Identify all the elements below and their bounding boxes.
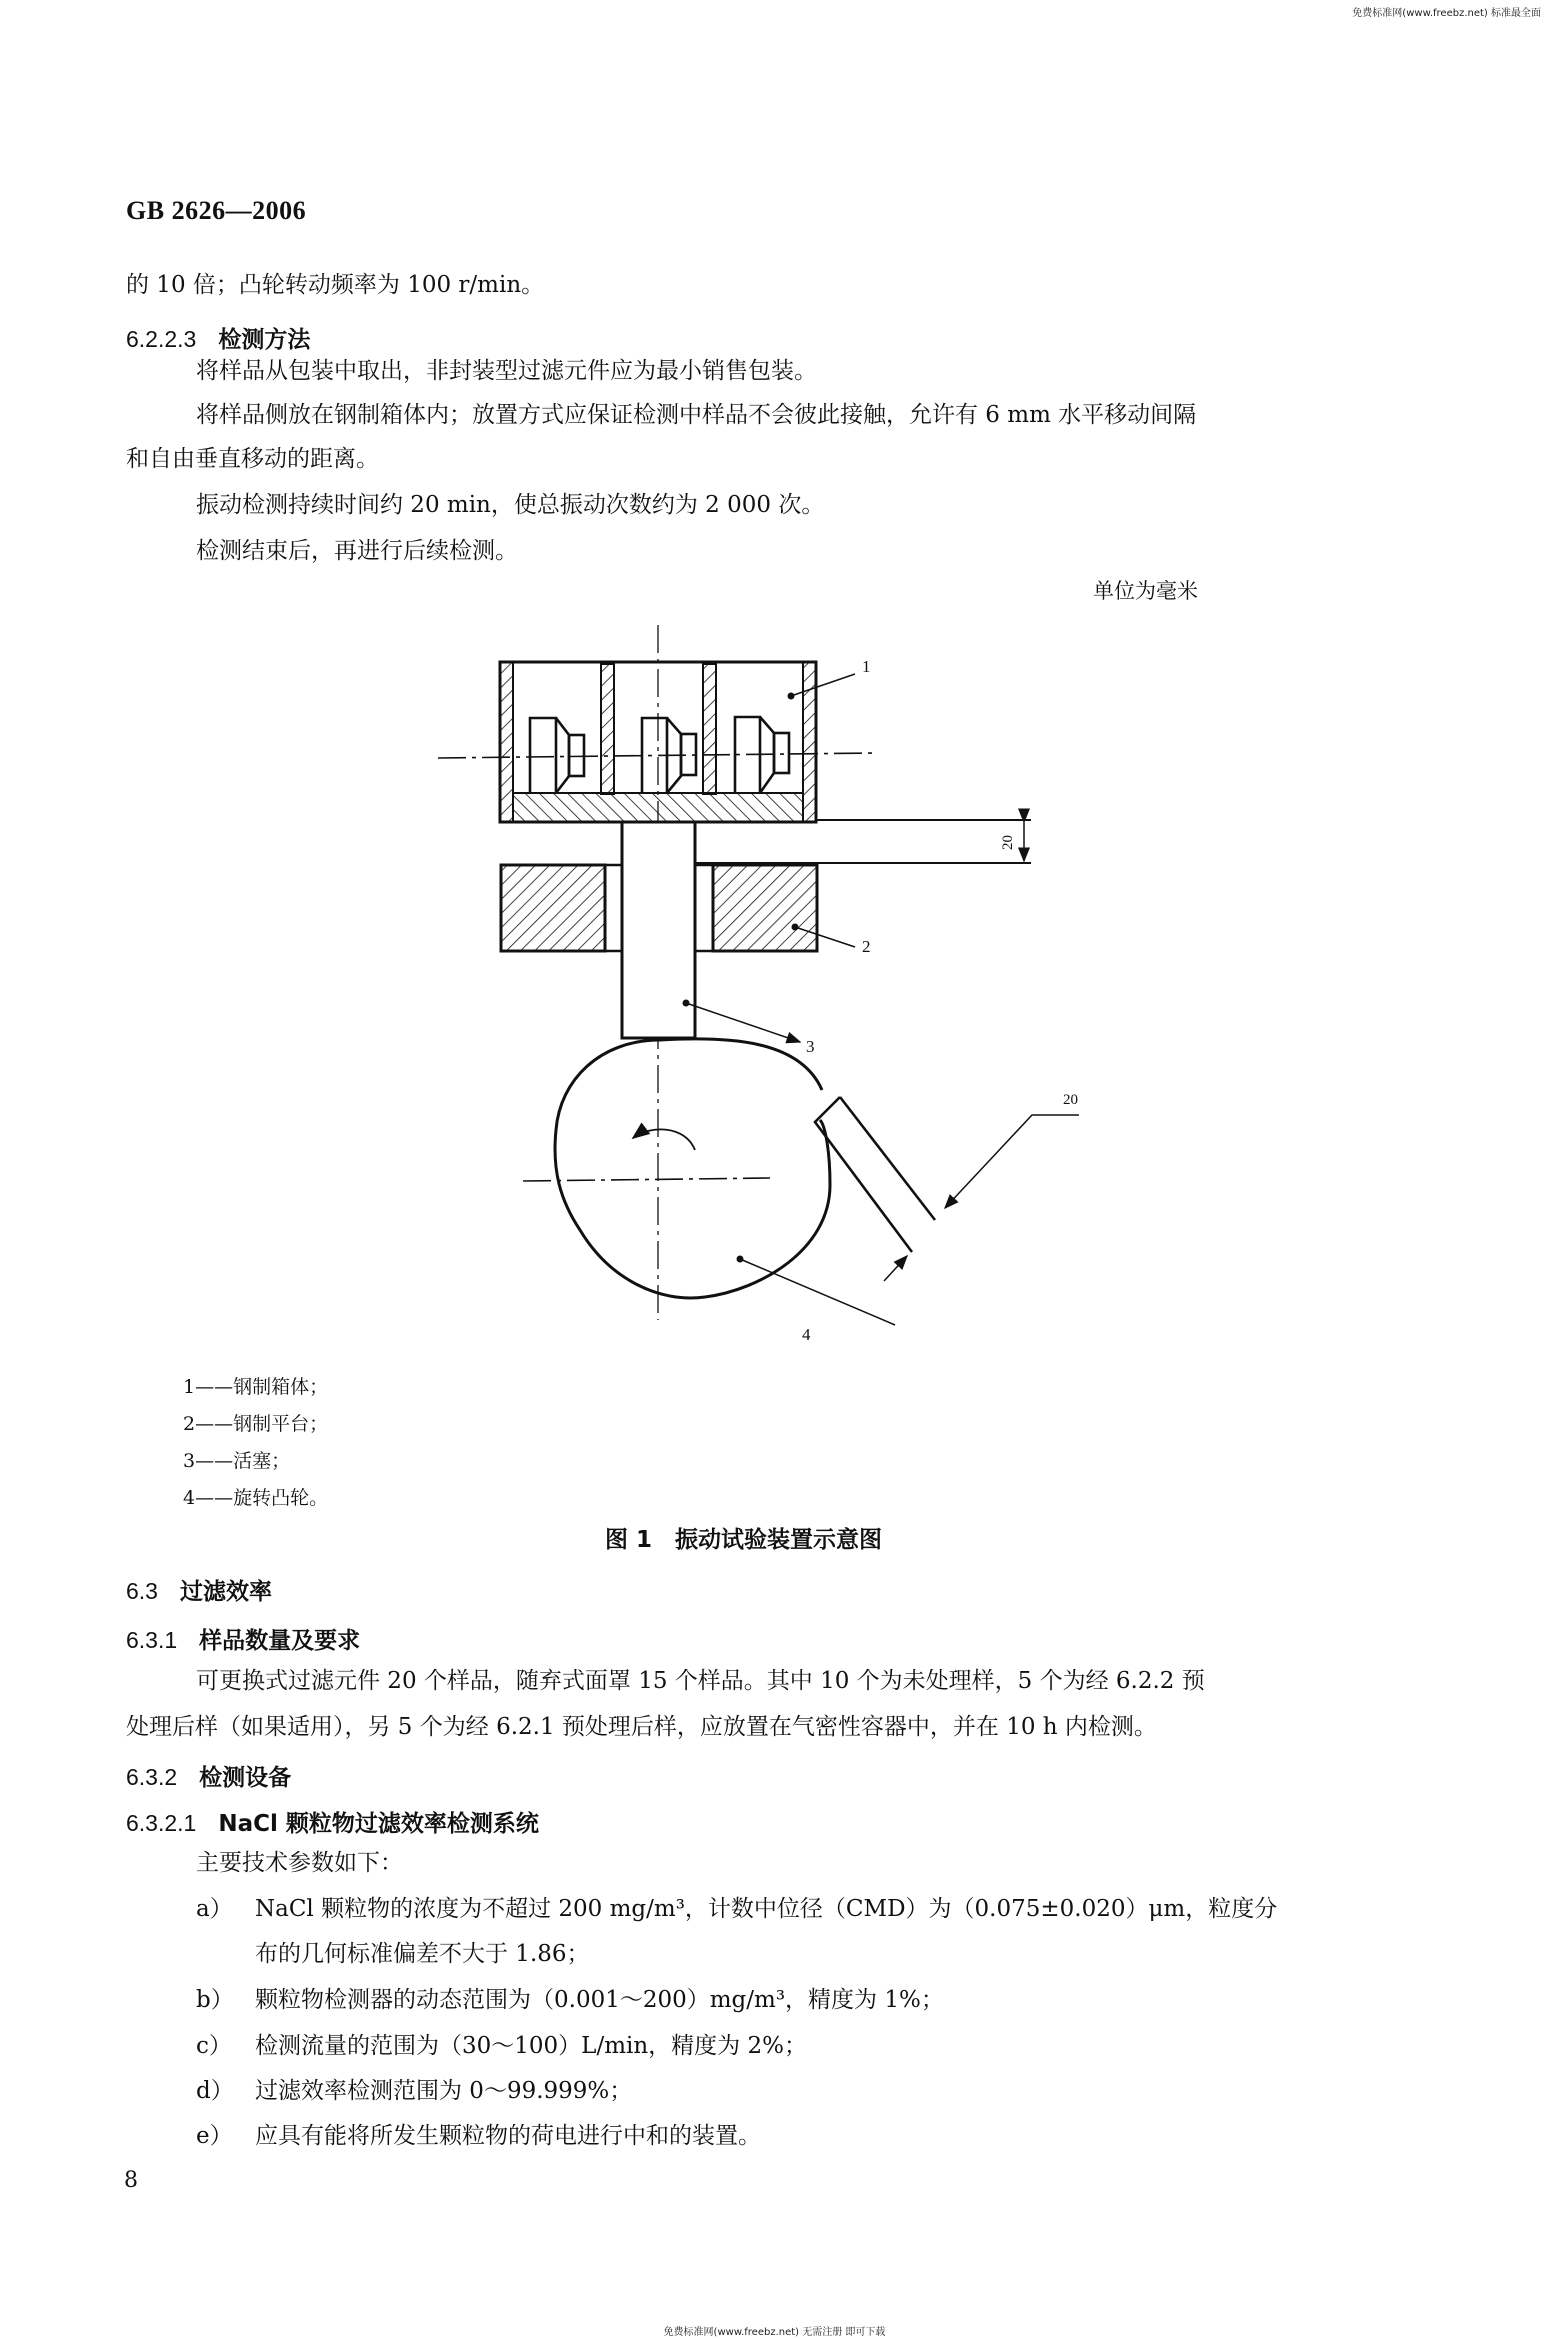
- dimension-label-angled: 20: [1063, 1092, 1078, 1108]
- list-item-label: b）: [196, 1987, 234, 2013]
- watermark-top: 免费标准网(www.freebz.net) 标准最全面: [1352, 8, 1541, 19]
- paragraph: 和自由垂直移动的距离。: [126, 446, 379, 472]
- section-heading-6-3: [126, 1573, 272, 1606]
- list-item-text: 应具有能将所发生颗粒物的荷电进行中和的装置。: [255, 2123, 761, 2149]
- paragraph: 主要技术参数如下：: [196, 1850, 403, 1876]
- legend-item-4: 4——旋转凸轮。: [183, 1487, 329, 1509]
- dimension-label-vertical: 20: [1000, 835, 1016, 850]
- paragraph: 将样品侧放在钢制箱体内；放置方式应保证检测中样品不会彼此接触，允许有 6 mm 水平移动间隔: [196, 402, 1197, 428]
- standard-code-header: GB 2626—2006: [126, 196, 307, 225]
- section-title: 样品数量及要求: [199, 1628, 361, 1654]
- section-title: 过滤效率: [179, 1579, 272, 1605]
- callout-3: 3: [806, 1037, 815, 1056]
- list-item-label: d）: [196, 2078, 234, 2104]
- list-item-label: c）: [196, 2033, 232, 2059]
- paragraph-continuation: 的 10 倍；凸轮转动频率为 100 r/min。: [126, 272, 545, 298]
- list-item-text: 布的几何标准偏差不大于 1.86；: [255, 1941, 590, 1967]
- section-heading-6-3-2-1: [126, 1805, 539, 1838]
- paragraph: 处理后样（如果适用），另 5 个为经 6.2.1 预处理后样，应放置在气密性容器中，并在 10 h 内检测。: [126, 1714, 1157, 1740]
- paragraph: 将样品从包装中取出，非封装型过滤元件应为最小销售包装。: [196, 358, 817, 384]
- callout-1: 1: [862, 657, 871, 676]
- page-number: 8: [124, 2168, 138, 2193]
- section-number: 6.3.2.1: [126, 1810, 197, 1836]
- list-item-text: NaCl 颗粒物的浓度为不超过 200 mg/m³，计数中位径（CMD）为（0.075±0.020）μm，粒度分: [255, 1896, 1278, 1922]
- paragraph: 检测结束后，再进行后续检测。: [196, 538, 518, 564]
- section-title: 检测设备: [199, 1765, 292, 1791]
- list-item-text: 检测流量的范围为（30～100）L/min，精度为 2%；: [255, 2033, 807, 2059]
- legend-item-3: 3——活塞；: [183, 1450, 291, 1472]
- figure-caption: 图 1 振动试验装置示意图: [605, 1527, 883, 1553]
- section-number: 6.3.1: [126, 1627, 178, 1653]
- legend-item-2: 2——钢制平台；: [183, 1413, 329, 1435]
- section-title: 检测方法: [218, 327, 311, 353]
- unit-note: 单位为毫米: [1093, 579, 1198, 603]
- callout-4: 4: [802, 1325, 811, 1344]
- section-number: 6.3.2: [126, 1764, 178, 1790]
- list-item-label: e）: [196, 2123, 233, 2149]
- section-title: NaCl 颗粒物过滤效率检测系统: [218, 1811, 539, 1837]
- list-item-label: a）: [196, 1896, 233, 1922]
- paragraph: 可更换式过滤元件 20 个样品，随弃式面罩 15 个样品。其中 10 个为未处理样，5 个为经 6.2.2 预: [196, 1668, 1205, 1694]
- legend-item-1: 1——钢制箱体；: [183, 1376, 329, 1398]
- section-heading-6-3-2: [126, 1759, 291, 1792]
- section-number: 6.3: [126, 1578, 158, 1604]
- list-item-text: 过滤效率检测范围为 0～99.999%；: [255, 2078, 633, 2104]
- list-item-text: 颗粒物检测器的动态范围为（0.001～200）mg/m³，精度为 1%；: [255, 1987, 944, 2013]
- section-number: 6.2.2.3: [126, 326, 197, 352]
- watermark-bottom: 免费标准网(www.freebz.net) 无需注册 即可下载: [663, 2327, 886, 2338]
- callout-2: 2: [862, 937, 871, 956]
- section-heading-6-3-1: [126, 1622, 360, 1655]
- paragraph: 振动检测持续时间约 20 min，使总振动次数约为 2 000 次。: [196, 492, 825, 518]
